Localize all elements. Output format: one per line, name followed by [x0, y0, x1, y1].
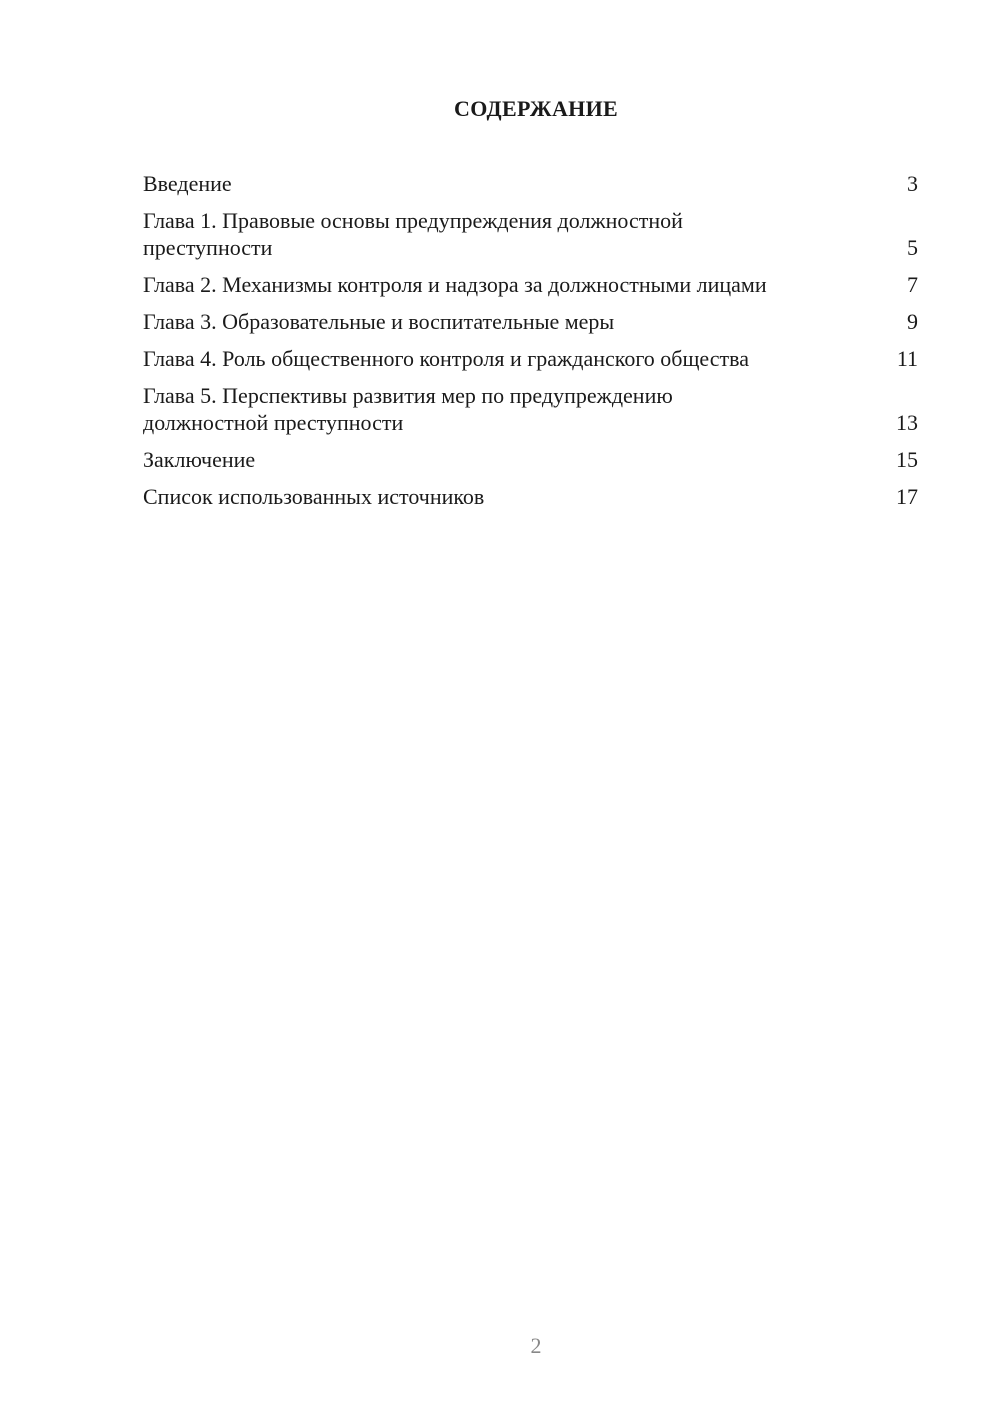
toc-entry-title: Глава 4. Роль общественного контроля и гражданского общества — [143, 346, 749, 371]
toc-entry-page: 13 — [896, 410, 918, 435]
toc-entry-page: 5 — [907, 235, 918, 260]
toc-entry — [143, 382, 918, 436]
toc-entry-title: Глава 5. Перспективы развития мер по предупреждению должностной преступности — [143, 383, 673, 435]
toc-entry — [143, 170, 918, 197]
toc-entry — [143, 483, 918, 510]
toc-entry-title: Заключение — [143, 447, 256, 472]
toc-entry — [143, 207, 918, 261]
toc-entry-page: 9 — [907, 309, 918, 334]
page-title: СОДЕРЖАНИЕ — [454, 96, 618, 121]
table-of-contents — [143, 170, 918, 520]
toc-entry-title: Введение — [143, 171, 232, 196]
toc-entry — [143, 345, 918, 372]
toc-entry-page: 7 — [907, 272, 918, 297]
toc-entry — [143, 271, 918, 298]
toc-entry-page: 11 — [896, 346, 918, 371]
toc-entry-title: Глава 2. Механизмы контроля и надзора за должностными лицами — [143, 272, 767, 297]
toc-entry — [143, 446, 918, 473]
toc-entry-page: 17 — [896, 484, 918, 509]
toc-entry-title: Глава 1. Правовые основы предупреждения должностной преступности — [143, 208, 683, 260]
toc-entry-page: 15 — [896, 447, 918, 472]
toc-entry-title: Глава 3. Образовательные и воспитательные меры — [143, 309, 615, 334]
page-number: 2 — [530, 1333, 542, 1358]
toc-entry-title: Список использованных источников — [143, 484, 485, 509]
toc-entry-page: 3 — [907, 171, 918, 196]
toc-entry — [143, 308, 918, 335]
